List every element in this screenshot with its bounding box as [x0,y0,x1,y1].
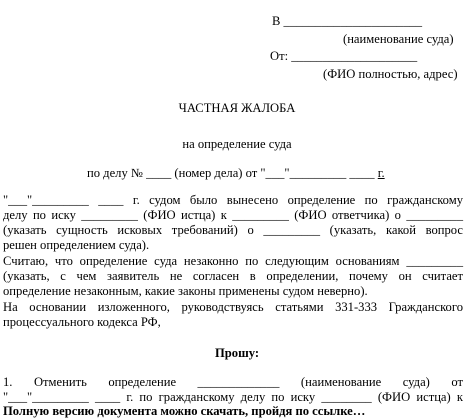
case-year-suffix: г. [377,166,385,180]
document-title: ЧАСТНАЯ ЖАЛОБА [178,101,296,115]
paragraph-1-line-2: делу по иску _________ (ФИО истца) к _________ (ФИО ответчика) о _________ [3,208,463,222]
paragraph-3-line-1: На основании изложенного, руководствуясь статьями 331-333 Гражданского [3,300,463,314]
case-line [87,166,385,180]
document-subtitle: на определение суда [182,137,292,151]
sender-line: От: ____________________ [270,49,418,63]
paragraph-1-line-3: (указать сущность исковых требований) о _________ (указать, какой вопрос [3,223,463,237]
case-line-text: по делу № ____ (номер дела) от "___"_________ ____ [87,166,378,180]
paragraph-2-line-2: (указать, с чем заявитель не согласен в определении, почему он считает [3,269,463,283]
download-full-version-link[interactable]: Полную версию документа можно скачать, пройдя по ссылке… [3,404,366,418]
paragraph-2-line-3: определение незаконным, какие законы применены судом неверно). [3,284,368,298]
sender-hint: (ФИО полностью, адрес) [323,67,458,81]
request-item-1-line-1: 1. Отменить определение _____________ (наименование суда) от [3,375,463,389]
paragraph-3-line-2: процессуального кодекса РФ, [3,315,161,329]
request-item-1-line-2: "___"_________ ____ г. по гражданскому делу по иску ________ (ФИО истца) к [3,390,463,404]
paragraph-2-line-1: Считаю, что определение суда незаконно по следующим основаниям _________ [3,254,463,268]
addressee-hint: (наименование суда) [343,32,454,46]
request-heading: Прошу: [214,346,260,360]
addressee-line: В ______________________ [272,14,423,28]
paragraph-1-line-4: решен определением суда). [3,238,150,252]
paragraph-1-line-1: "___"_________ ____ г. судом было вынесено определение по гражданскому [3,193,463,207]
